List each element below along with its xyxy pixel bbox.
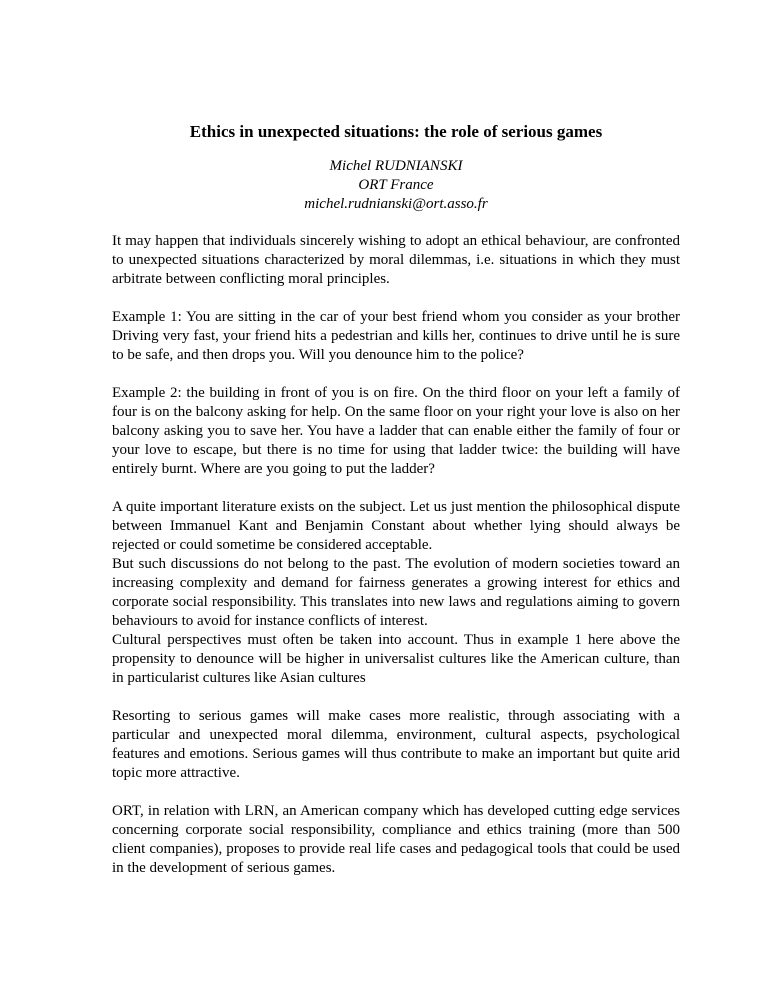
paragraph-ort-lrn: ORT, in relation with LRN, an American company which has developed cutting edge services concerning corporate social responsibility, compliance and ethics training (more than 500 client companies), proposes to provide real life cases and pedagogical tools that could be used in the development of serious games. — [112, 803, 680, 876]
author-email: michel.rudnianski@ort.asso.fr — [304, 196, 488, 212]
paragraph-cultural-perspectives: Cultural perspectives must often be taken into account. Thus in example 1 here above the propensity to denounce will be higher in universalist cultures like the American culture, than in particularist cultures like Asian cultures — [112, 632, 680, 686]
paragraph-intro: It may happen that individuals sincerely wishing to adopt an ethical behaviour, are confronted to unexpected situations characterized by moral dilemmas, i.e. situations in which they must arbitrate between conflicting moral principles. — [112, 233, 680, 287]
document-title: Ethics in unexpected situations: the role of serious games — [189, 122, 603, 141]
paragraph-serious-games: Resorting to serious games will make cases more realistic, through associating with a particular and unexpected moral dilemma, environment, cultural aspects, psychological features and emotions. Serious games will thus contribute to make an important but quite arid topic more attractive. — [112, 708, 680, 781]
author-affiliation: ORT France — [358, 177, 434, 193]
paragraph-literature: A quite important literature exists on the subject. Let us just mention the philosophical dispute between Immanuel Kant and Benjamin Constant about whether lying should always be rejected or could sometime be considered acceptable. — [112, 499, 680, 553]
paragraph-modern-societies: But such discussions do not belong to the past. The evolution of modern societies toward an increasing complexity and demand for fairness generates a growing interest for ethics and corporate social responsibility. This translates into new laws and regulations aiming to govern behaviours to avoid for instance conflicts of interest. — [112, 556, 680, 629]
paragraph-example-2: Example 2: the building in front of you is on fire. On the third floor on your left a family of four is on the balcony asking for help. On the same floor on your right your love is also on her balcony asking you to save her. You have a ladder that can enable either the family of four or your love to escape, but there is no time for using that ladder twice: the building will have entirely burnt. Where are you going to put the ladder? — [112, 385, 680, 477]
document-body — [112, 232, 680, 878]
author-name: Michel RUDNIANSKI — [329, 158, 463, 174]
paragraph-example-1: Example 1: You are sitting in the car of your best friend whom you consider as your brother Driving very fast, your friend hits a pedestrian and kills her, continues to drive until he is sure to be safe, and then drops you. Will you denounce him to the police? — [112, 309, 680, 363]
author-block — [112, 157, 680, 214]
